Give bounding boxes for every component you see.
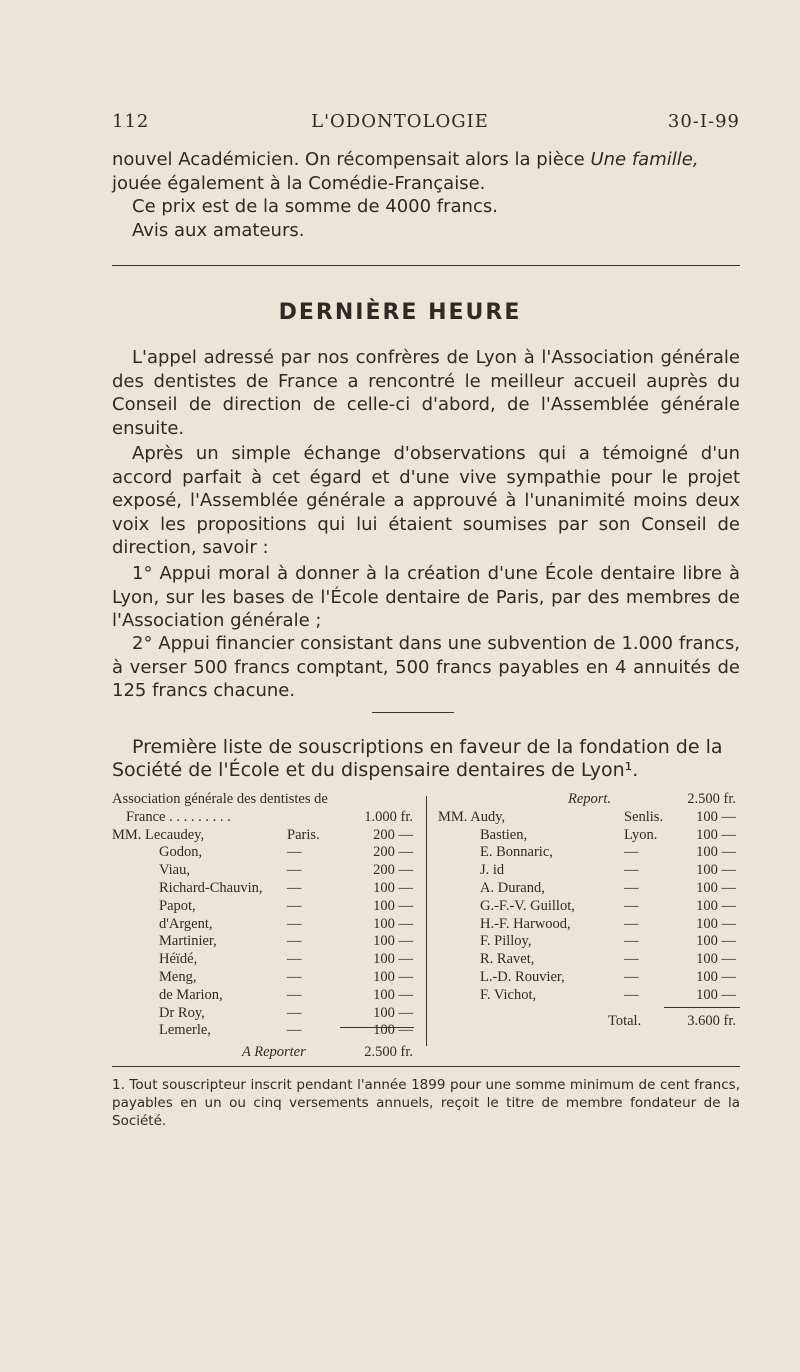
subscription-amount: 100 —: [373, 915, 413, 932]
list-item: [438, 987, 740, 1005]
column-separator: [426, 796, 427, 1046]
subscriber-city: —: [624, 968, 639, 985]
list-item: Association générale des dentistes de: [112, 791, 328, 807]
subscriber-name: Godon,: [159, 844, 203, 861]
footnote-divider: [112, 1066, 740, 1067]
subscriber-name: de Marion,: [159, 986, 223, 1003]
intro-line-3: Ce prix est de la somme de 4000 francs.: [132, 196, 498, 217]
section-divider: [112, 265, 740, 266]
subscription-amount: 100 —: [373, 879, 413, 896]
footnote: 1. Tout souscripteur inscrit pendant l'année 1899 pour une somme minimum de cent francs, payables en un ou cinq versements annuels, reçoit le titre de membre fondateur de la Société.: [112, 1077, 740, 1129]
subscriber-city: —: [287, 897, 302, 914]
list-item: [438, 880, 740, 898]
subscription-amount: 100 —: [373, 897, 413, 914]
subscription-amount: 100 —: [696, 826, 736, 843]
intro-text: [112, 148, 740, 242]
intro-line-1: nouvel Académicien. On récompensait alors la pièce Une famille,: [112, 149, 699, 170]
list-item: [438, 916, 740, 934]
subscription-amount: 100 —: [696, 933, 736, 950]
subscriber-city: —: [287, 1004, 302, 1021]
subscription-amount: 100 —: [373, 1022, 413, 1039]
subscriber-city: —: [287, 915, 302, 932]
subtotal-rule: [340, 1027, 414, 1028]
subscriber-name: Papot,: [159, 897, 196, 914]
subscriber-name: A. Durand,: [480, 879, 545, 896]
intro-line-2: jouée également à la Comédie-Française.: [112, 172, 486, 194]
paragraph-4: 2° Appui financier consistant dans une subvention de 1.000 francs, à verser 500 francs comptant, 500 francs payables en 4 annuités de 125 francs chacune.: [112, 633, 740, 701]
subscriber-city: Senlis.: [624, 808, 664, 825]
subscription-amount: 100 —: [373, 1004, 413, 1021]
subscriber-city: —: [624, 951, 639, 968]
subscription-amount: 100 —: [373, 933, 413, 950]
page-number: 112: [112, 111, 150, 132]
right-rows: [438, 809, 740, 1005]
list-item: A Reporter 2.500 fr.: [242, 1044, 413, 1061]
subscriber-city: —: [624, 879, 639, 896]
list-item: [112, 969, 417, 987]
subscriber-city: —: [287, 862, 302, 879]
subscriber-city: —: [624, 986, 639, 1003]
list-item: [112, 844, 417, 862]
play-title: Une famille,: [590, 149, 699, 170]
subscriber-name: Viau,: [159, 862, 190, 879]
intro-line-4: Avis aux amateurs.: [132, 219, 305, 241]
list-item: [112, 880, 417, 898]
subscription-amount: 100 —: [696, 986, 736, 1003]
list-item: [112, 898, 417, 916]
subscriber-city: —: [624, 915, 639, 932]
subscription-amount: 100 —: [696, 879, 736, 896]
list-item: [438, 951, 740, 969]
left-rows: [112, 827, 417, 1041]
subscriber-name: Dr Roy,: [159, 1004, 205, 1021]
list-item: [438, 898, 740, 916]
subscriber-name: R. Ravet,: [480, 951, 535, 968]
subscriber-city: —: [624, 862, 639, 879]
subscriber-name: Lemerle,: [159, 1022, 211, 1039]
list-item: [112, 916, 417, 934]
list-item: [438, 969, 740, 987]
subscriber-city: Paris.: [287, 826, 320, 843]
section-title: DERNIÈRE HEURE: [278, 300, 522, 325]
subscriber-name: Meng,: [159, 968, 197, 985]
subscription-list-right: [438, 791, 740, 1030]
list-item: [112, 862, 417, 880]
subscription-amount: 100 —: [696, 808, 736, 825]
subscriber-name: J. id: [480, 862, 505, 879]
paragraph-3: 1° Appui moral à donner à la création d'une École dentaire libre à Lyon, sur les bases de l'École dentaire de Paris, par des membres de l'Association générale ;: [112, 563, 740, 631]
subscriber-name: F. Pilloy,: [480, 933, 532, 950]
subscription-amount: 200 —: [373, 826, 413, 843]
subscription-amount: 200 —: [373, 862, 413, 879]
running-title: L'ODONTOLOGIE: [311, 111, 489, 132]
list-item: Total. 3.600 fr.: [608, 1012, 736, 1029]
list-item: [438, 827, 740, 845]
subscriber-name: E. Bonnaric,: [480, 844, 553, 861]
subscription-amount: 100 —: [696, 968, 736, 985]
list-item: Report. 2.500 fr.: [568, 791, 736, 807]
list-item: [112, 987, 417, 1005]
list-item: [112, 951, 417, 969]
subscriber-name: Héïdé,: [159, 951, 198, 968]
subscriber-city: —: [624, 844, 639, 861]
total-rule: [664, 1007, 740, 1008]
subscriber-city: —: [287, 844, 302, 861]
subscriber-name: F. Vichot,: [480, 986, 537, 1003]
subscriber-city: —: [287, 986, 302, 1003]
subscription-amount: 100 —: [696, 897, 736, 914]
subscriber-name: G.-F.-V. Guillot,: [480, 897, 575, 914]
subscriber-name: MM. Lecaudey,: [112, 826, 205, 843]
subscriber-city: —: [624, 897, 639, 914]
subscriber-name: L.-D. Rouvier,: [480, 968, 565, 985]
subscriber-name: H.-F. Harwood,: [480, 915, 571, 932]
list-item: [438, 809, 740, 827]
subscriber-city: —: [624, 933, 639, 950]
subscription-amount: 100 —: [373, 968, 413, 985]
list-item: [112, 933, 417, 951]
subscription-amount: 200 —: [373, 844, 413, 861]
subscriber-city: Lyon.: [624, 826, 658, 843]
list-item: France . . . . . . . . . 1.000 fr.: [126, 808, 413, 825]
subscriber-city: —: [287, 951, 302, 968]
paragraph-2: Après un simple échange d'observations qui a témoigné d'un accord parfait à cet égard et d'une vive sympathie pour le projet exposé, l'Assemblée générale a approuvé à l'unanimité moins deux voix les propositions qui lui étaient soumises par son Conseil de direction, savoir :: [112, 443, 740, 558]
issue-date: 30-I-99: [667, 111, 740, 132]
subscription-amount: 100 —: [696, 844, 736, 861]
subscription-amount: 100 —: [696, 915, 736, 932]
subscription-amount: 100 —: [696, 862, 736, 879]
list-item: [112, 827, 417, 845]
subscription-amount: 100 —: [696, 951, 736, 968]
subscriber-name: MM. Audy,: [438, 808, 506, 825]
list-item: [438, 862, 740, 880]
subscriber-name: d'Argent,: [159, 915, 213, 932]
subscription-title: Première liste de souscriptions en faveur de la fondation de la Société de l'École et du dispensaire dentaires de Lyon¹.: [112, 736, 723, 781]
subscriber-city: —: [287, 1022, 302, 1039]
list-item: [112, 1005, 417, 1023]
subscription-amount: 100 —: [373, 986, 413, 1003]
paragraph-1: L'appel adressé par nos confrères de Lyon à l'Association générale des dentistes de France a rencontré le meilleur accueil auprès du Conseil de direction de celle-ci d'abord, de l'Assemblée générale ensuite.: [112, 347, 740, 439]
subscriber-city: —: [287, 879, 302, 896]
subscriber-city: —: [287, 933, 302, 950]
short-divider: [372, 712, 454, 713]
subscriber-name: Richard-Chauvin,: [159, 879, 263, 896]
subscription-list-left: [112, 791, 417, 1062]
subscriber-name: Bastien,: [480, 826, 528, 843]
list-item: [438, 844, 740, 862]
subscriber-city: —: [287, 968, 302, 985]
subscriber-name: Martinier,: [159, 933, 217, 950]
list-item: [438, 933, 740, 951]
list-item: [112, 1022, 417, 1040]
subscription-amount: 100 —: [373, 951, 413, 968]
